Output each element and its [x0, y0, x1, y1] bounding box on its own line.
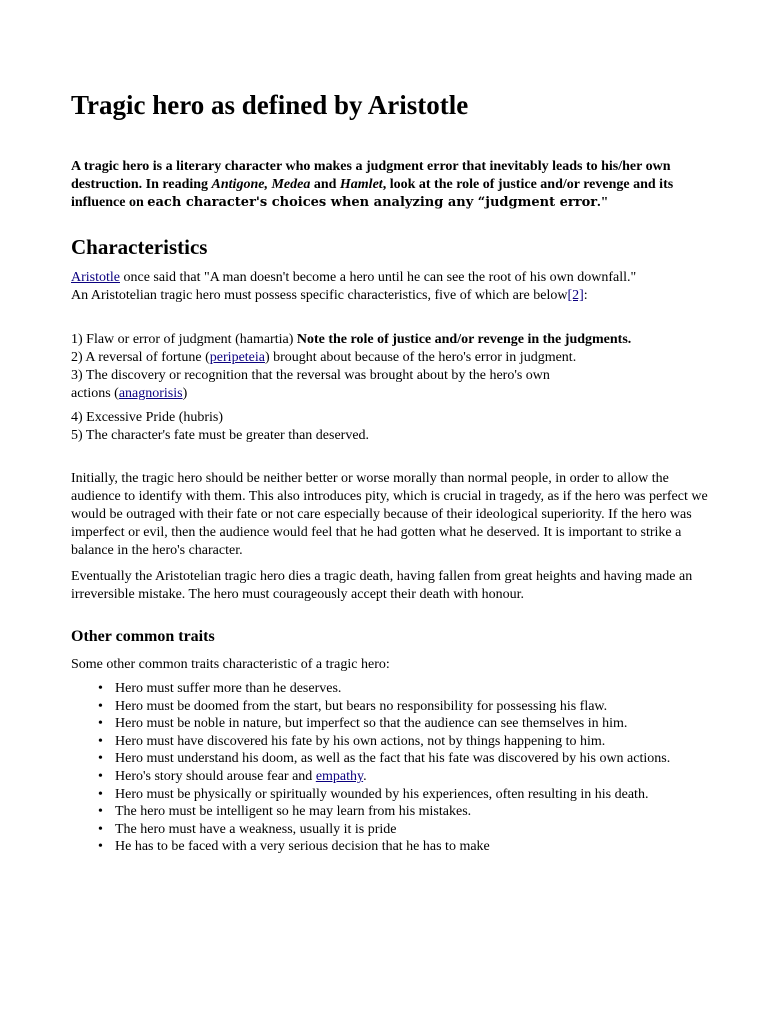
- page-title: Tragic hero as defined by Aristotle: [71, 90, 469, 120]
- item-2-text-a: 2) A reversal of fortune (: [71, 350, 210, 365]
- intro-and: and: [310, 177, 340, 192]
- characteristic-item-4: 4) Excessive Pride (hubris): [71, 410, 224, 425]
- list-item: • Hero must be doomed from the start, but bears no responsibility for possessing his flaw.: [115, 698, 711, 716]
- list-item: • Hero must understand his doom, as well as the fact that his fate was discovered by his own actions.: [115, 750, 711, 768]
- item-1-text: 1) Flaw or error of judgment (hamartia): [71, 332, 297, 347]
- other-traits-intro: Some other common traits characteristic of a tragic hero:: [71, 657, 390, 672]
- peripeteia-link[interactable]: peripeteia: [209, 350, 265, 365]
- empathy-link[interactable]: empathy: [315, 768, 364, 784]
- list-item: • Hero must suffer more than he deserves.: [115, 680, 711, 698]
- characteristic-item-3: 3) The discovery or recognition that the reversal was brought about by the hero's own: [71, 368, 550, 383]
- section-heading-characteristics: Characteristics: [71, 235, 208, 259]
- characteristics-list-a: [71, 331, 711, 403]
- characteristic-item-3-cont: [71, 385, 711, 403]
- quote-text: once said that "A man doesn't become a hero until he can see the root of his own downfall.": [120, 270, 637, 285]
- item-1-note: Note the role of justice and/or revenge in the judgments.: [296, 332, 632, 347]
- characteristics-intro-text: An Aristotelian tragic hero must possess specific characteristics, five of which are below: [71, 288, 568, 303]
- section-heading-other-traits: Other common traits: [71, 628, 215, 645]
- aristotle-link[interactable]: Aristotle: [71, 270, 120, 285]
- item-3-text-c: ): [182, 386, 188, 401]
- list-item: • Hero must have discovered his fate by his own actions, not by things happening to him.: [115, 733, 711, 751]
- empathy-period: .: [363, 768, 367, 784]
- characteristic-item-5: 5) The character's fate must be greater than deserved.: [71, 428, 370, 443]
- empathy-text: Hero's story should arouse fear and: [115, 768, 316, 784]
- colon: :: [583, 288, 588, 303]
- item-3-text-b: actions (: [71, 386, 119, 401]
- list-item: • Hero must be noble in nature, but imperfect so that the audience can see themselves in him.: [115, 715, 711, 733]
- characteristic-item-1: [71, 331, 711, 349]
- item-2-text-b: ) brought about because of the hero's error in judgment.: [264, 350, 577, 365]
- intro-title-antigone-medea: Antigone, Medea: [211, 177, 311, 192]
- anagnorisis-link[interactable]: anagnorisis: [118, 386, 183, 401]
- intro-text-2: , look at the role of justice and/or revenge and its influence on: [71, 177, 674, 210]
- intro-paragraph: [71, 158, 711, 212]
- intro-text-3: each character's choices when analyzing any “judgment error: [147, 195, 598, 210]
- initial-hero-paragraph: Initially, the tragic hero should be neither better or worse morally than normal people, in order to allow the audience to identify with them. This also introduces pity, which is crucial in tragedy, as if the hero was perfect we would be outraged with their fate or not care especially because of their ideological superiority. If the hero was imperfect or evil, then the audience would feel that he had gotten what he deserved. It is important to strike a balance in the hero's character.: [71, 471, 708, 558]
- list-item: • The hero must be intelligent so he may learn from his mistakes.: [115, 803, 711, 821]
- characteristics-list-b: [71, 409, 711, 445]
- intro-end: .": [597, 195, 609, 210]
- list-item: • Hero must be physically or spiritually wounded by his experiences, often resulting in his death.: [115, 786, 711, 804]
- characteristic-item-2: [71, 349, 711, 367]
- list-item: • The hero must have a weakness, usually it is pride: [115, 821, 711, 839]
- traits-list: [71, 680, 711, 856]
- tragic-death-paragraph: Eventually the Aristotelian tragic hero dies a tragic death, having fallen from great heights and having made an irreversible mistake. The hero must courageously accept their death with honour.: [71, 569, 693, 602]
- list-item-empathy: [115, 768, 711, 786]
- list-item: • He has to be faced with a very serious decision that he has to make: [115, 838, 711, 856]
- reference-2-link[interactable]: [2]: [567, 288, 584, 303]
- aristotle-quote-paragraph: [71, 269, 711, 305]
- intro-title-hamlet: Hamlet: [339, 177, 383, 192]
- intro-text-1: A tragic hero is a literary character who makes a judgment error that inevitably leads to his/her own destruction. In reading: [71, 159, 671, 192]
